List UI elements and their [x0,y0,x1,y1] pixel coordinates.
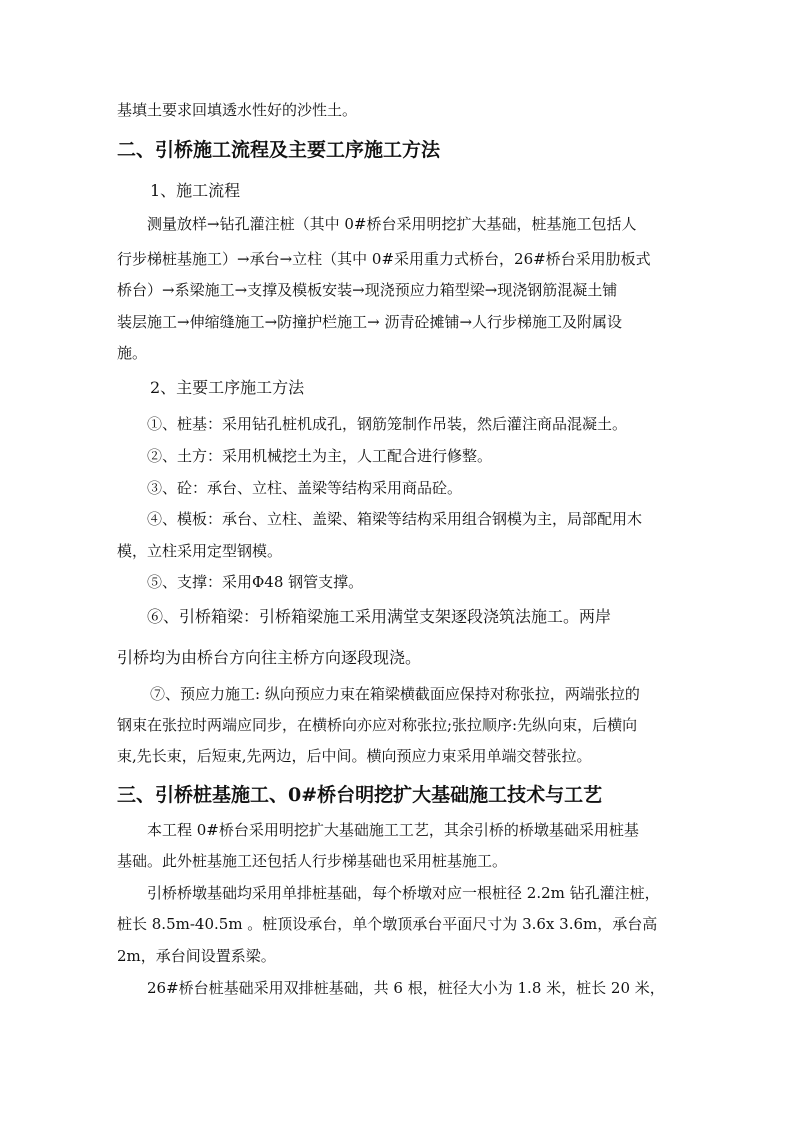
method-item-6: ⑥、引桥箱梁：引桥箱梁施工采用满堂支架逐段浇筑法施工。两岸 [147,607,612,626]
flow-line-2: 行步梯桩基施工）→承台→立柱（其中 0#采用重力式桥台，26#桥台采用肋板式 [117,250,651,268]
flow-line-4: 装层施工→伸缩缝施工→防撞护栏施工→ 沥青砼摊铺→人行步梯施工及附属设 [117,313,623,331]
section-3-line-6: 26#桥台桩基础采用双排桩基础，共 6 根，桩径大小为 1.8 米，桩长 20 米， [147,979,665,997]
method-item-1: ①、桩基：采用钻孔桩机成孔，钢筋笼制作吊装，然后灌注商品混凝土。 [147,415,628,433]
section-3-line-2: 基础。此外桩基施工还包括人行步梯基础也采用桩基施工。 [117,852,508,870]
method-item-3: ③、砼：承台、立柱、盖梁等结构采用商品砼。 [147,479,463,497]
paragraph-tail: 基填土要求回填透水性好的沙性土。 [117,101,358,119]
method-item-4: ④、模板：承台、立柱、盖梁、箱梁等结构采用组合钢模为主，局部配用木 [147,510,643,528]
subsection-2-title: 2、主要工序施工方法 [150,378,305,397]
method-item-7-cont-2: 束,先长束，后短束,先两边，后中间。横向预应力束采用单端交替张拉。 [117,747,592,765]
section-3-line-4: 桩长 8.5m-40.5m 。桩顶设承台，单个墩顶承台平面尺寸为 3.6x 3.6m，承台高 [117,915,658,933]
section-3-heading: 三、引桥桩基施工、0#桥台明挖扩大基础施工技术与工艺 [117,784,603,806]
method-item-7-cont-1: 钢束在张拉时两端应同步，在横桥向亦应对称张拉;张拉顺序:先纵向束，后横向 [117,716,638,734]
method-item-7: ⑦、预应力施工: 纵向预应力束在箱梁横截面应保持对称张拉，两端张拉的 [150,685,640,703]
method-item-2: ②、土方：采用机械挖土为主，人工配合进行修整。 [147,447,493,465]
section-3-line-3: 引桥桥墩基础均采用单排桩基础，每个桥墩对应一根桩径 2.2m 钻孔灌注桩， [147,884,660,902]
flow-line-5: 施。 [117,344,148,362]
method-item-4-cont: 模，立柱采用定型钢模。 [117,542,283,560]
flow-line-3: 桥台）→系梁施工→支撑及模板安装→现浇预应力箱型梁→现浇钢筋混凝土铺 [117,281,618,299]
flow-line-1: 测量放样→钻孔灌注桩（其中 0#桥台采用明挖扩大基础，桩基施工包括人 [147,215,637,233]
method-item-5: ⑤、支撑：采用Φ48 钢管支撑。 [147,573,364,591]
section-3-line-1: 本工程 0#桥台采用明挖扩大基础施工工艺，其余引桥的桥墩基础采用桩基 [147,821,639,839]
section-3-line-5: 2m，承台间设置系梁。 [117,947,276,965]
method-item-6-cont: 引桥均为由桥台方向往主桥方向逐段现浇。 [117,648,422,667]
subsection-1-title: 1、施工流程 [150,181,241,200]
section-2-heading: 二、引桥施工流程及主要工序施工方法 [117,139,441,161]
